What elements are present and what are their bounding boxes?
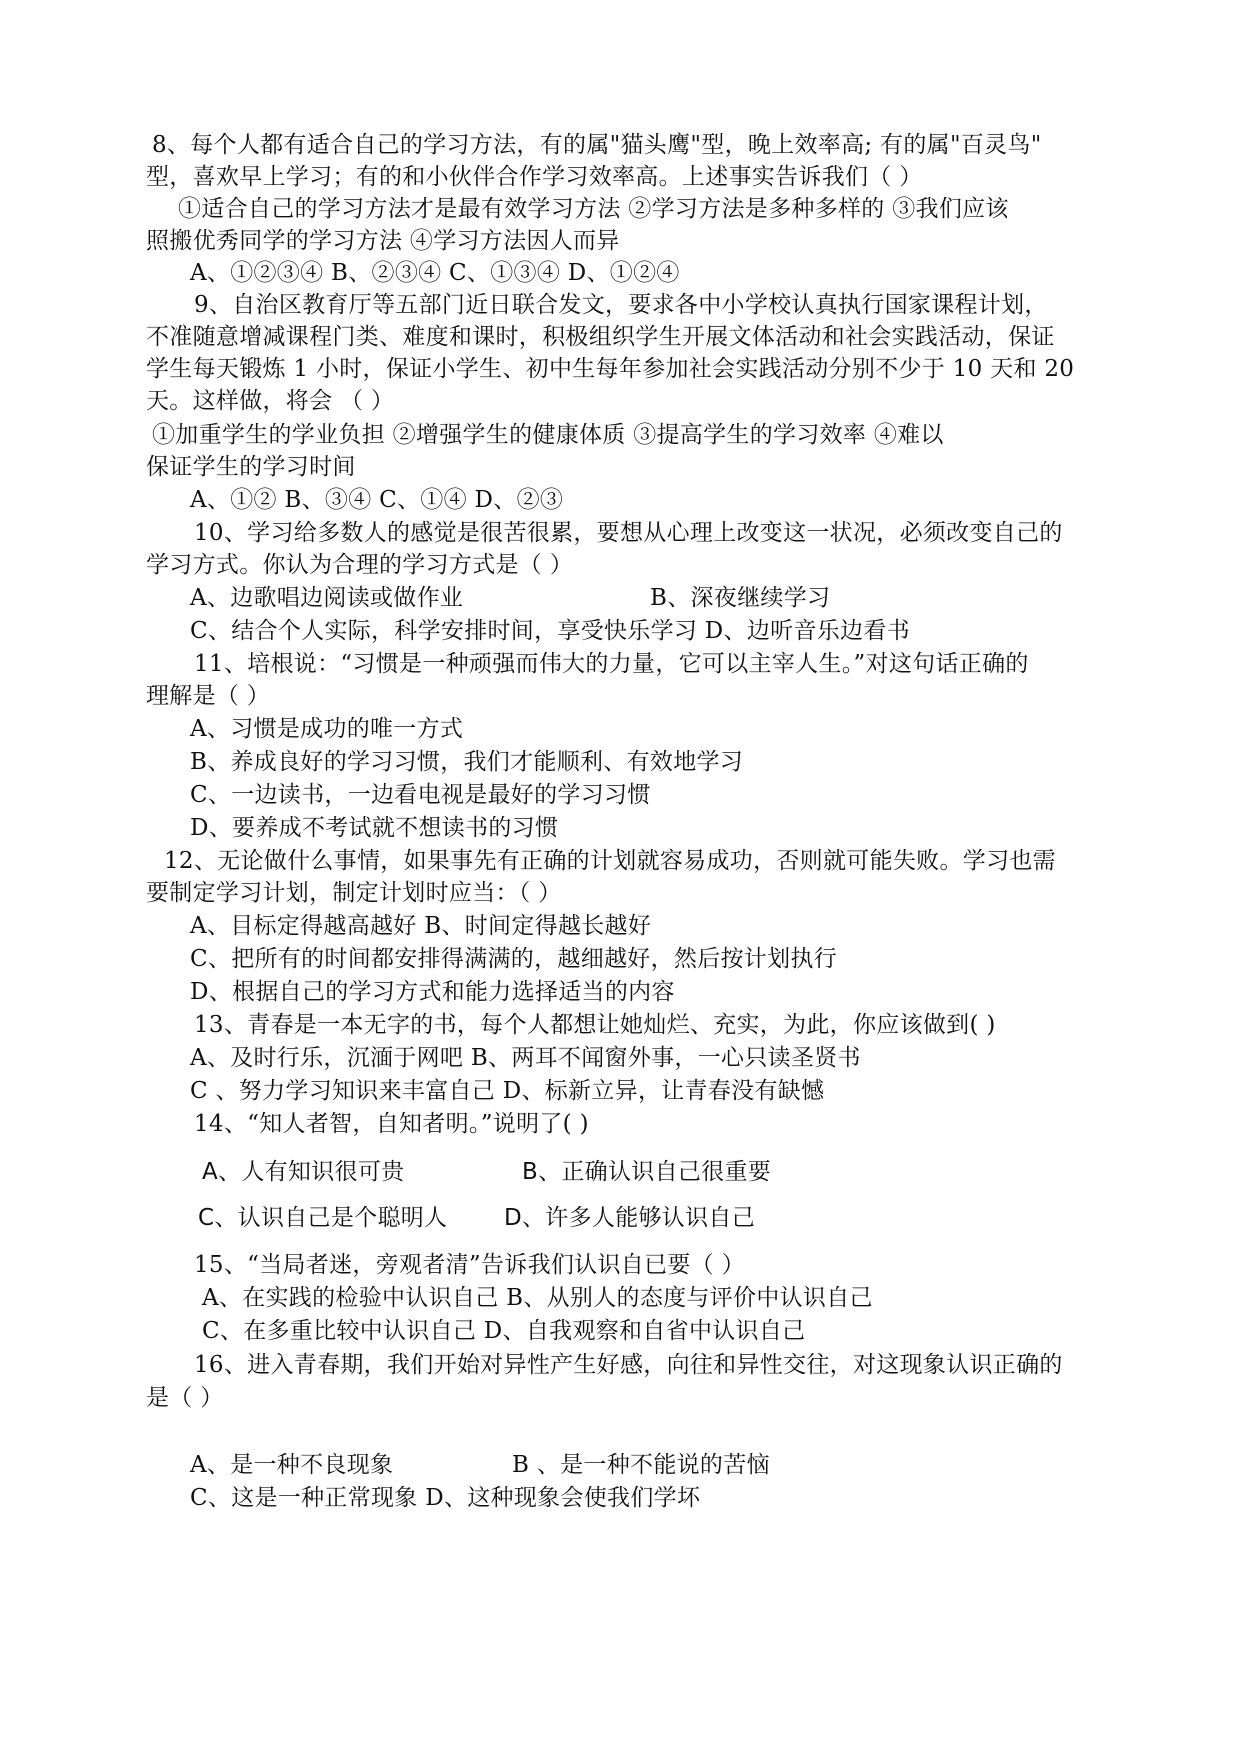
question-14-option-a: A、人有知识很可贵 [202, 1159, 405, 1185]
question-13-options-a-b: A、及时行乐，沉湎于网吧 B、两耳不闻窗外事，一心只读圣贤书 [190, 1045, 861, 1071]
question-8-line-2: 型，喜欢早上学习；有的和小伙伴合作学习效率高。上述事实告诉我们（ ） [146, 164, 923, 190]
question-8-line-1: 8、每个人都有适合自己的学习方法，有的属"猫头鹰"型，晚上效率高; 有的属"百灵鸟" [152, 132, 1042, 158]
question-11-option-d: D、要养成不考试就不想读书的习惯 [190, 815, 559, 841]
question-16-option-b: B 、是一种不能说的苦恼 [512, 1452, 770, 1478]
question-10-line-2: 学习方式。你认为合理的学习方式是（ ） [146, 552, 574, 578]
question-14-line-1: 14、“知人者智，自知者明。”说明了( ) [194, 1111, 589, 1137]
question-12-options-a-b: A、目标定得越高越好 B、时间定得越长越好 [190, 913, 652, 939]
question-15-options-a-b: A、在实践的检验中认识自己 B、从别人的态度与评价中认识自己 [202, 1285, 873, 1311]
question-13-line-1: 13、青春是一本无字的书，每个人都想让她灿烂、充实，为此，你应该做到( ) [194, 1012, 996, 1038]
question-8-statements-line-2: 照搬优秀同学的学习方法 ④学习方法因人而异 [146, 228, 620, 254]
question-16-line-2: 是（ ） [146, 1385, 224, 1411]
question-12-line-2: 要制定学习计划，制定计划时应当：（ ） [146, 880, 562, 906]
question-14-option-b: B、正确认识自己很重要 [522, 1159, 772, 1185]
question-12-line-1: 12、无论做什么事情，如果事先有正确的计划就容易成功，否则就可能失败。学习也需 [164, 848, 1056, 874]
question-15-line-1: 15、“当局者迷，旁观者清”告诉我们认识自已要（ ） [194, 1252, 745, 1278]
question-11-option-a: A、习惯是成功的唯一方式 [190, 716, 464, 742]
question-11-option-b: B、养成良好的学习习惯，我们才能顺利、有效地学习 [190, 749, 744, 775]
question-9-options: A、①② B、③④ C、①④ D、②③ [190, 487, 564, 513]
question-9-statements-line-1: ①加重学生的学业负担 ②增强学生的健康体质 ③提高学生的学习效率 ④难以 [152, 422, 944, 448]
question-15-options-c-d: C、在多重比较中认识自己 D、自我观察和自省中认识自己 [202, 1318, 806, 1344]
question-9-line-4: 天。这样做，将会 （ ） [146, 388, 395, 414]
question-10-options-c-d: C、结合个人实际，科学安排时间，享受快乐学习 D、边听音乐边看书 [190, 618, 910, 644]
question-9-line-3: 学生每天锻炼 1 小时，保证小学生、初中生每年参加社会实践活动分别不少于 10 天和 20 [146, 356, 1075, 382]
question-12-option-c: C、把所有的时间都安排得满满的，越细越好，然后按计划执行 [190, 946, 837, 972]
question-10-line-1: 10、学习给多数人的感觉是很苦很累，要想从心理上改变这一状况，必须改变自己的 [194, 520, 1063, 546]
question-14-option-c: C、认识自己是个聪明人 [198, 1205, 448, 1231]
question-11-line-2: 理解是（ ） [146, 683, 271, 709]
question-16-option-a: A、是一种不良现象 [190, 1452, 394, 1478]
question-12-option-d: D、根据自己的学习方式和能力选择适当的内容 [190, 979, 675, 1005]
question-9-line-1: 9、自治区教育厅等五部门近日联合发文，要求各中小学校认真执行国家课程计划， [194, 292, 1048, 318]
question-10-option-b: B、深夜继续学习 [650, 585, 831, 611]
question-8-statements-line-1: ①适合自己的学习方法才是最有效学习方法 ②学习方法是多种多样的 ③我们应该 [178, 196, 1009, 222]
question-13-options-c-d: C 、努力学习知识来丰富自己 D、标新立异，让青春没有缺憾 [190, 1078, 825, 1104]
question-9-statements-line-2: 保证学生的学习时间 [146, 454, 356, 480]
question-16-options-c-d: C、这是一种正常现象 D、这种现象会使我们学坏 [190, 1485, 701, 1511]
question-16-line-1: 16、进入青春期，我们开始对异性产生好感，向往和异性交往，对这现象认识正确的 [194, 1352, 1063, 1378]
question-8-options: A、①②③④ B、②③④ C、①③④ D、①②④ [190, 260, 680, 286]
question-10-option-a: A、边歌唱边阅读或做作业 [190, 585, 464, 611]
question-11-line-1: 11、培根说：“习惯是一种顽强而伟大的力量，它可以主宰人生。”对这句话正确的 [194, 651, 1029, 677]
question-11-option-c: C、一边读书，一边看电视是最好的学习习惯 [190, 782, 651, 808]
question-14-option-d: D、许多人能够认识自己 [504, 1205, 756, 1231]
question-9-line-2: 不准随意增减课程门类、难度和课时，积极组织学生开展文体活动和社会实践活动，保证 [146, 324, 1055, 350]
